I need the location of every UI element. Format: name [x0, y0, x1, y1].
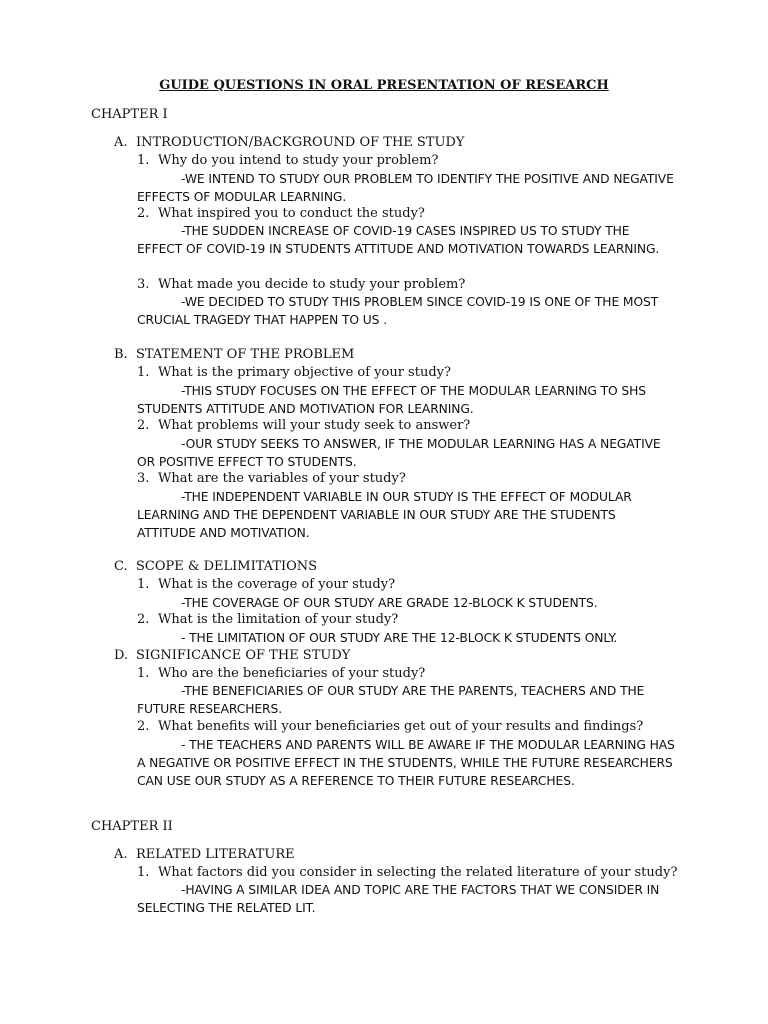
section-letter: D.: [114, 648, 129, 663]
question-number: 1.: [137, 666, 150, 681]
question-item: [137, 152, 438, 170]
question-number: 3.: [137, 277, 150, 292]
question-item: [137, 276, 465, 294]
question-number: 1.: [137, 153, 150, 168]
section-heading: [114, 134, 464, 152]
question-item: [137, 364, 451, 382]
question-text: What is the limitation of your study?: [158, 612, 399, 627]
section-letter: A.: [114, 135, 128, 150]
question-text: What are the variables of your study?: [158, 471, 406, 486]
question-number: 2.: [137, 612, 150, 627]
section-letter: A.: [114, 847, 128, 862]
section-heading: [114, 647, 350, 665]
question-text: What factors did you consider in selecting the related literature of your study?: [158, 865, 678, 880]
answer-text: -OUR STUDY SEEKS TO ANSWER, IF THE MODULAR LEARNING HAS A NEGATIVE OR POSITIVE EFFECT TO STUDENTS.: [137, 437, 661, 469]
question-item: [137, 718, 643, 736]
answer-text: -THE BENEFICIARIES OF OUR STUDY ARE THE PARENTS, TEACHERS AND THE FUTURE RESEARCHERS.: [137, 684, 645, 716]
section-title: RELATED LITERATURE: [136, 847, 295, 862]
question-text: Who are the beneficiaries of your study?: [158, 666, 426, 681]
chapter-2-heading: CHAPTER II: [91, 819, 173, 834]
section-heading: [114, 558, 317, 576]
question-text: What inspired you to conduct the study?: [158, 206, 425, 221]
question-item: [137, 205, 425, 223]
question-item: [137, 417, 470, 435]
answer-text: - THE TEACHERS AND PARENTS WILL BE AWARE IF THE MODULAR LEARNING HAS A NEGATIVE OR POSITIVE EFFECT IN THE STUDENTS, WHILE THE FUTURE RESEARCHERS CAN USE OUR STUDY AS A REFERENCE TO THEIR FUTURE RESEARCHES.: [137, 738, 675, 788]
question-number: 2.: [137, 418, 150, 433]
section-letter: C.: [114, 559, 128, 574]
question-text: What benefits will your beneficiaries get out of your results and findings?: [158, 719, 644, 734]
answer-text: -THE SUDDEN INCREASE OF COVID-19 CASES INSPIRED US TO STUDY THE EFFECT OF COVID-19 IN STUDENTS ATTITUDE AND MOTIVATION TOWARDS LEARNING.: [137, 224, 660, 256]
section-title: STATEMENT OF THE PROBLEM: [136, 347, 355, 362]
section-title: SIGNIFICANCE OF THE STUDY: [136, 648, 351, 663]
section-heading: [114, 846, 295, 864]
question-item: [137, 864, 677, 882]
question-item: [137, 611, 398, 629]
section-heading: [114, 346, 354, 364]
chapter-1-heading: CHAPTER I: [91, 107, 168, 122]
section-title: SCOPE & DELIMITATIONS: [136, 559, 318, 574]
question-item: [137, 470, 406, 488]
question-number: 1.: [137, 577, 150, 592]
question-text: What is the coverage of your study?: [158, 577, 396, 592]
question-text: Why do you intend to study your problem?: [158, 153, 439, 168]
question-number: 2.: [137, 719, 150, 734]
question-number: 3.: [137, 471, 150, 486]
section-letter: B.: [114, 347, 128, 362]
answer-text: - THE LIMITATION OF OUR STUDY ARE THE 12-BLOCK K STUDENTS ONLY.: [181, 631, 618, 645]
answer-text: -HAVING A SIMILAR IDEA AND TOPIC ARE THE FACTORS THAT WE CONSIDER IN SELECTING THE RELATED LIT.: [137, 883, 660, 915]
question-number: 1.: [137, 865, 150, 880]
answer-text: -WE DECIDED TO STUDY THIS PROBLEM SINCE COVID-19 IS ONE OF THE MOST CRUCIAL TRAGEDY THAT HAPPEN TO US .: [137, 295, 659, 327]
document-title: GUIDE QUESTIONS IN ORAL PRESENTATION OF RESEARCH: [159, 78, 609, 93]
question-item: [137, 576, 395, 594]
question-item: [137, 665, 425, 683]
answer-text: -THIS STUDY FOCUSES ON THE EFFECT OF THE MODULAR LEARNING TO SHS STUDENTS ATTITUDE AND MOTIVATION FOR LEARNING.: [137, 384, 646, 416]
answer-text: -THE INDEPENDENT VARIABLE IN OUR STUDY IS THE EFFECT OF MODULAR LEARNING AND THE DEPENDENT VARIABLE IN OUR STUDY ARE THE STUDENTS ATTITUDE AND MOTIVATION.: [137, 490, 632, 540]
section-title: INTRODUCTION/BACKGROUND OF THE STUDY: [136, 135, 465, 150]
answer-text: -THE COVERAGE OF OUR STUDY ARE GRADE 12-BLOCK K STUDENTS.: [181, 596, 598, 610]
question-number: 2.: [137, 206, 150, 221]
question-text: What is the primary objective of your study?: [158, 365, 451, 380]
question-text: What made you decide to study your problem?: [158, 277, 466, 292]
question-number: 1.: [137, 365, 150, 380]
answer-text: -WE INTEND TO STUDY OUR PROBLEM TO IDENTIFY THE POSITIVE AND NEGATIVE EFFECTS OF MODULAR LEARNING.: [137, 172, 674, 204]
question-text: What problems will your study seek to answer?: [158, 418, 471, 433]
